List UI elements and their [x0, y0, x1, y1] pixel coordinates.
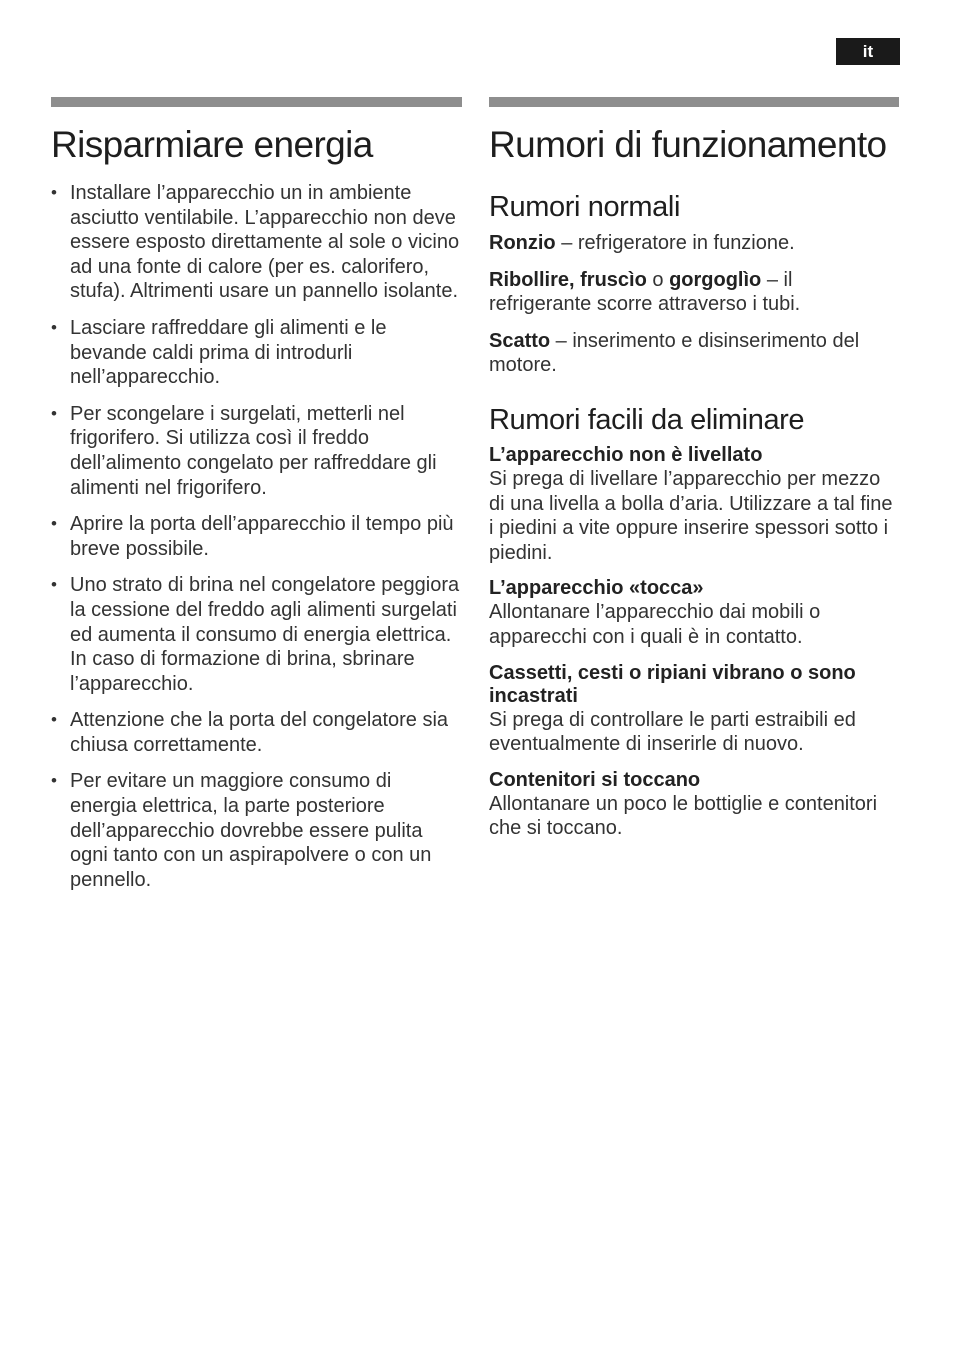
troubleshoot-title: L’apparecchio non è livellato — [489, 443, 763, 466]
list-item: • Per scongelare i surgelati, metterli nel frigorifero. Si utilizza così il freddo dell’alimento congelato per raffreddare gli alimenti nel frigorifero. — [51, 402, 437, 499]
list-item: • Installare l’apparecchio un in ambiente asciutto ventilabile. L’apparecchio non deve essere esposto direttamente al sole o vicino ad una fonte di calore (per es. calorifero, stufa). Altrimenti usare un pannello isolante. — [51, 182, 460, 303]
list-item: • Aprire la porta dell’apparecchio il tempo più breve possibile. — [51, 513, 454, 560]
troubleshoot-item — [489, 444, 899, 565]
energy-saving-title: Risparmiare energia — [51, 124, 373, 165]
bullet-icon: • — [51, 317, 57, 337]
list-item: • Attenzione che la porta del congelatore sia chiusa correttamente. — [51, 709, 449, 756]
bullet-icon: • — [51, 514, 57, 534]
troubleshoot-text: Si prega di livellare l’apparecchio per mezzo di una livella a bolla d’aria. Utilizzare a tal fine i piedini a vite oppure inserire spessori sotto i piedini. — [489, 467, 893, 564]
troubleshoot-text: Si prega di controllare le parti estraibili ed eventualmente di inserirle di nuovo. — [489, 708, 856, 756]
bullet-icon: • — [51, 710, 57, 730]
normal-noises-heading: Rumori normali — [489, 191, 680, 223]
energy-saving-section — [51, 97, 462, 904]
list-item: • Uno strato di brina nel congelatore peggiora la cessione del freddo agli alimenti surgelati ed aumenta il consumo di energia elettrica. In caso di formazione di brina, sbrinare l’apparecchio. — [51, 574, 460, 695]
troubleshoot-text: Allontanare l’apparecchio dai mobili o apparecchi con i quali è in contatto. — [489, 601, 821, 648]
energy-tips-list — [51, 181, 462, 892]
list-item: • Lasciare raffreddare gli alimenti e le bevande caldi prima di introdurli nell’apparecchio. — [51, 316, 387, 389]
troubleshoot-title: Cassetti, cesti o ripiani vibrano o sono incastrati — [489, 661, 856, 707]
troubleshoot-text: Allontanare un poco le bottiglie e contenitori che si toccano. — [489, 792, 878, 840]
noise-entry-ronzio: Ronzio – refrigeratore in funzione. — [489, 232, 795, 254]
section-rule — [489, 97, 899, 107]
bullet-icon: • — [51, 771, 57, 791]
easy-noises-heading: Rumori facili da eliminare — [489, 403, 805, 436]
operating-noise-section — [489, 97, 899, 853]
list-item: • Per evitare un maggiore consumo di energia elettrica, la parte posteriore dell’apparecchio dovrebbe essere pulita ogni tanto con un aspirapolvere o con un pennello. — [51, 770, 432, 891]
noise-entry-scatto: Scatto – inserimento e disinserimento del motore. — [489, 329, 860, 377]
troubleshoot-item — [489, 662, 899, 757]
troubleshoot-item — [489, 577, 899, 649]
operating-noise-title: Rumori di funzionamento — [489, 124, 887, 165]
section-rule — [51, 97, 462, 107]
troubleshoot-item — [489, 769, 899, 841]
troubleshoot-title: L’apparecchio «tocca» — [489, 577, 704, 600]
bullet-icon: • — [51, 575, 57, 595]
noise-entry-ribollire: Ribollire, fruscìo o gorgoglìo – il refrigerante scorre attraverso i tubi. — [489, 268, 801, 316]
troubleshoot-title: Contenitori si toccano — [489, 768, 701, 791]
language-tag: it — [836, 38, 900, 65]
bullet-icon: • — [51, 183, 57, 202]
bullet-icon: • — [51, 403, 57, 423]
